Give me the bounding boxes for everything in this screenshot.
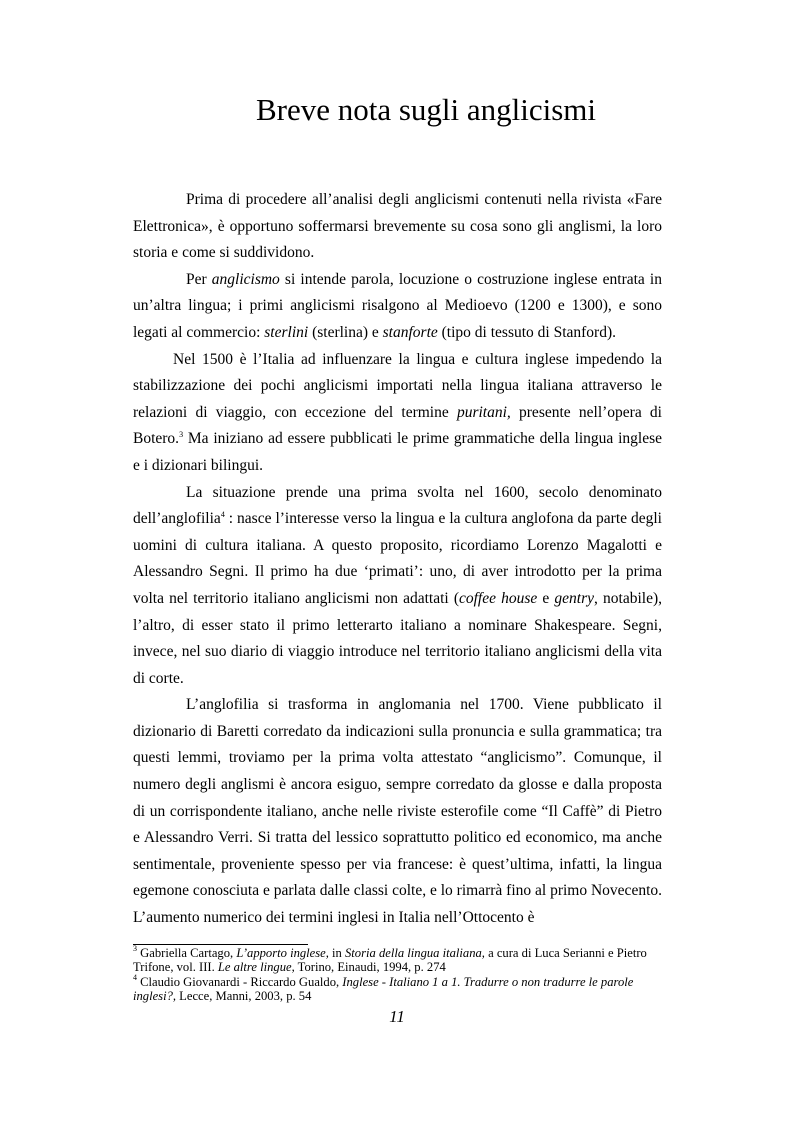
italic-term: Inglese - Italiano 1 a 1. Tradurre o non tradurre le parole inglesi?, <box>133 974 634 1004</box>
paragraph-1500: Nel 1500 è l’Italia ad influenzare la lingua e cultura inglese impedendo la stabilizzazione dei pochi anglicismi importati nella lingua italiana attraverso le relazioni di viaggio, con eccezione del termine puritani, presente nell’opera di Botero.$^3$ Ma iniziano ad essere pubblicati le prime grammatiche della lingua inglese e i dizionari bilingui. <box>133 350 662 474</box>
paragraph-1600: La situazione prende una prima svolta nel 1600, secolo denominato dell’anglofilia$^4$ : nasce l’interesse verso la lingua e la cultura anglofona da parte degli uomini di cultura italiana. A questo proposito, ricordiamo Lorenzo Magalotti e Alessandro Segni. Il primo ha due ‘primati’: uno, di aver introdotto per la prima volta nel territorio italiano anglicismi non adattati (coffee house e gentry, notabile), l’altro, di esser stato il primo letterarto italiano a nominare Shakespeare. Segni, invece, nel suo diario di viaggio introduce nel territorio italiano anglicismi della vita di corte. <box>133 483 662 687</box>
footnote-number: 4 <box>133 972 137 982</box>
footnote-3: $^3$ Gabriella Cartago, L’apporto inglese, in Storia della lingua italiana, a cura di Luca Serianni e Pietro Trifone, vol. III. Le altre lingue, Torino, Einaudi, 1994, p. 274 <box>133 944 647 975</box>
page-title: Breve nota sugli anglicismi <box>255 92 597 127</box>
italic-term: puritani, <box>456 403 511 421</box>
italic-term: coffee house <box>458 589 538 607</box>
italic-term: stanforte <box>382 323 438 341</box>
footnote-separator <box>133 944 308 945</box>
italic-term: anglicismo <box>211 270 280 288</box>
body-text <box>133 187 662 932</box>
paragraph-definition: Per anglicismo si intende parola, locuzione o costruzione inglese entrata in un’altra lingua; i primi anglicismi risalgono al Medioevo (1200 e 1300), e sono legati al commercio: sterlini (sterlina) e stanforte (tipo di tessuto di Stanford). <box>133 270 662 341</box>
footnote-4: $^4$ Claudio Giovanardi - Riccardo Gualdo, Inglese - Italiano 1 a 1. Tradurre o non tradurre le parole inglesi?, Lecce, Manni, 2003, p. 54 <box>133 972 634 1004</box>
italic-term: sterlini <box>264 323 309 341</box>
footnote-number: 3 <box>133 944 137 953</box>
page-number: 11 <box>389 1007 405 1026</box>
italic-term: gentry <box>554 589 595 607</box>
paragraph-intro: Prima di procedere all’analisi degli anglicismi contenuti nella rivista «Fare Elettronica», è opportuno soffermarsi brevemente su cosa sono gli anglismi, la loro storia e come si suddividono. <box>133 191 662 262</box>
footnote-reference: 3 <box>179 430 184 440</box>
footnotes <box>133 946 665 1004</box>
italic-term: Le altre lingue, <box>217 960 295 975</box>
footnote-reference: 4 <box>220 510 225 520</box>
italic-term: Storia della lingua italiana, <box>345 946 485 960</box>
paragraph-1700: L’anglofilia si trasforma in anglomania nel 1700. Viene pubblicato il dizionario di Baretti corredato da indicazioni sulla pronuncia e sulla grammatica; tra questi lemmi, troviamo per la prima volta attestato “anglicismo”. Comunque, il numero degli anglismi è ancora esiguo, sempre corredato da glosse e dalla proposta di un corrispondente italiano, anche nelle riviste esterofile come “Il Caffè” di Pietro e Alessandro Verri. Si tratta del lessico soprattutto politico ed economico, ma anche sentimentale, proveniente spesso per via francese: è quest’ultima, infatti, la lingua egemone conosciuta e parlata dalle classi colte, e lo rimarrà fino al primo Novecento. L’aumento numerico dei termini inglesi in Italia nell’Ottocento è <box>133 696 662 927</box>
italic-term: L’apporto inglese, <box>236 946 329 960</box>
